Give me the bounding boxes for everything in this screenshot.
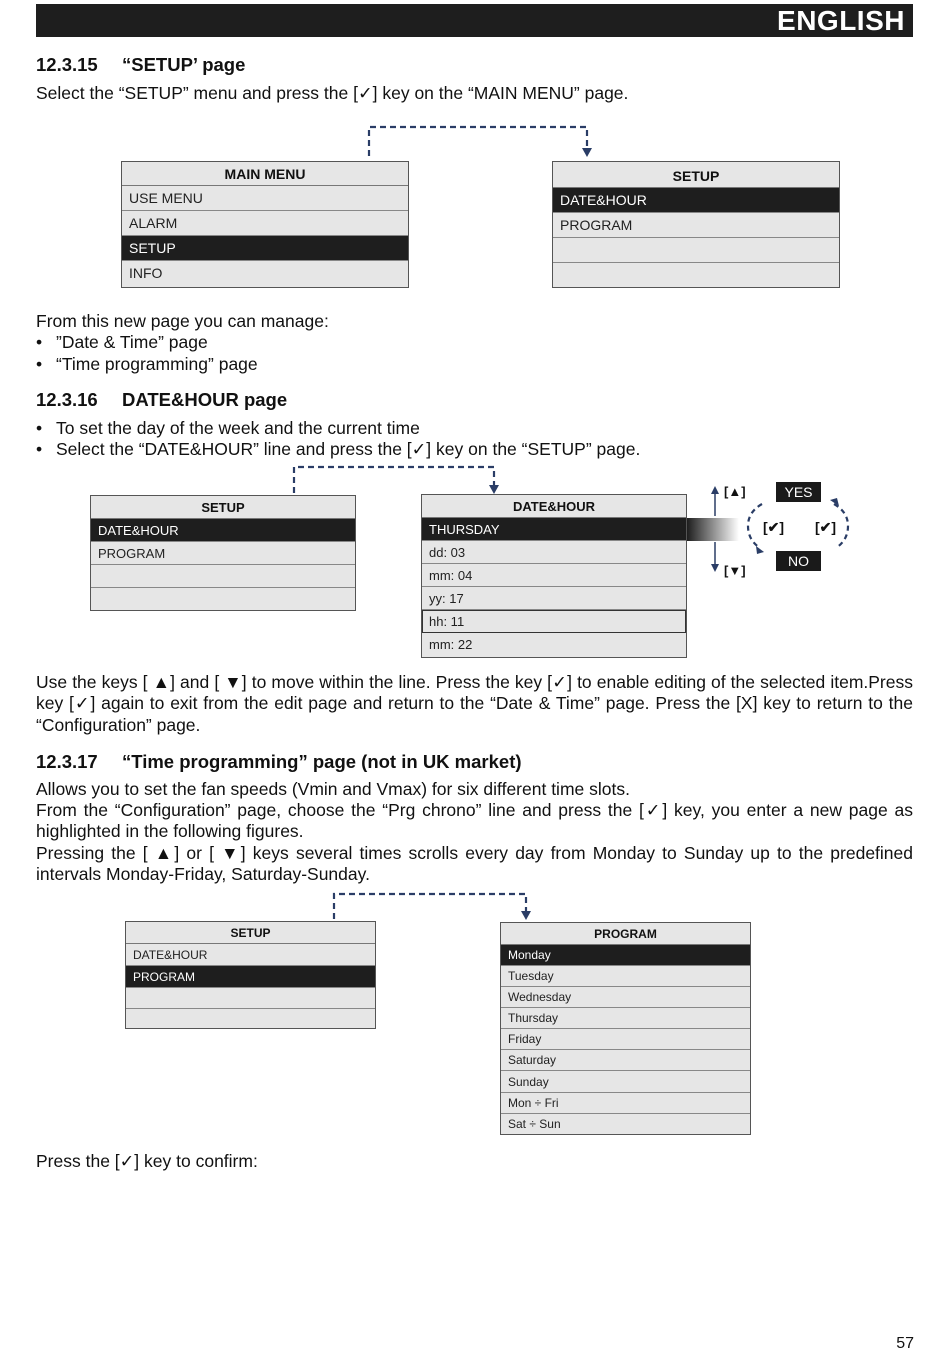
day-item-mon-fri[interactable]: Mon ÷ Fri: [501, 1093, 750, 1114]
menu-item-empty: [126, 988, 375, 1009]
day-item-saturday[interactable]: Saturday: [501, 1050, 750, 1071]
field-day[interactable]: dd: 03: [422, 541, 686, 564]
bullet-item: • Select the “DATE&HOUR” line and press the [✓] key on the “SETUP” page.: [36, 439, 641, 459]
day-item-friday[interactable]: Friday: [501, 1029, 750, 1050]
section-number: 12.3.15: [36, 54, 98, 75]
menu-item-program[interactable]: PROGRAM: [91, 542, 355, 565]
setup-menu-screen: [90, 495, 356, 611]
section-heading-time-programming: [36, 751, 522, 773]
dashed-connector: [326, 887, 534, 923]
setup-menu-screen: [125, 921, 376, 1029]
menu-item-empty: [126, 1009, 375, 1028]
menu-item-date-hour[interactable]: DATE&HOUR: [126, 944, 375, 966]
setup-menu-screen: [552, 161, 840, 288]
confirm-instruction: Press the [✓] key to confirm:: [36, 1151, 258, 1171]
up-key-icon[interactable]: [▲]: [724, 484, 746, 499]
program-title: PROGRAM: [501, 923, 750, 945]
setup-menu-title: SETUP: [91, 496, 355, 519]
day-item-wednesday[interactable]: Wednesday: [501, 987, 750, 1008]
field-hour[interactable]: hh: 11: [422, 610, 686, 633]
field-weekday[interactable]: THURSDAY: [422, 518, 686, 541]
date-hour-title: DATE&HOUR: [422, 495, 686, 518]
down-key-icon[interactable]: [▼]: [724, 563, 746, 578]
menu-item-empty: [91, 588, 355, 610]
main-menu-screen: [121, 161, 409, 288]
section-title: DATE&HOUR page: [122, 389, 288, 410]
day-item-thursday[interactable]: Thursday: [501, 1008, 750, 1029]
time-programming-intro: Allows you to set the fan speeds (Vmin and Vmax) for six different time slots.: [36, 779, 630, 799]
menu-item-program[interactable]: PROGRAM: [126, 966, 375, 988]
section-heading-date-hour: [36, 389, 287, 411]
date-hour-description: Use the keys [ ▲] and [ ▼] to move within the line. Press the key [✓] to enable editing of the selected item.Press key [✓] again to exit from the edit page and return to the “Date & Time” page. Press the [X] key to return to the “Configuration” page.: [36, 672, 913, 735]
section-heading-setup: [36, 54, 245, 76]
menu-item-alarm[interactable]: ALARM: [122, 211, 408, 236]
menu-item-use-menu[interactable]: USE MENU: [122, 186, 408, 211]
menu-item-info[interactable]: INFO: [129, 265, 163, 281]
page-number: 57: [896, 1335, 914, 1352]
menu-item-setup[interactable]: SETUP: [122, 236, 408, 261]
manage-intro: From this new page you can manage:: [36, 311, 329, 331]
field-month[interactable]: mm: 04: [422, 564, 686, 587]
no-button[interactable]: NO: [776, 551, 821, 571]
main-menu-title: MAIN MENU: [122, 162, 408, 186]
day-item-tuesday[interactable]: Tuesday: [501, 966, 750, 987]
language-banner: [36, 4, 913, 37]
day-item-monday[interactable]: Monday: [501, 945, 750, 966]
bullet-item: • To set the day of the week and the current time: [36, 418, 420, 438]
check-key-icon[interactable]: [✔]: [763, 519, 785, 535]
day-item-sunday[interactable]: Sunday: [501, 1071, 750, 1093]
section-title: “Time programming” page (not in UK market): [122, 751, 522, 772]
yes-button[interactable]: YES: [776, 482, 821, 502]
bullet-item: • ”Date & Time” page: [36, 332, 208, 352]
menu-item-date-hour[interactable]: DATE&HOUR: [553, 188, 839, 213]
date-hour-screen: [421, 494, 687, 658]
dashed-connector: [360, 120, 600, 162]
time-programming-scroll: Pressing the [ ▲] or [ ▼] keys several times scrolls every day from Monday to Sunday up to the predefined intervals Monday-Friday, Saturday-Sunday.: [36, 843, 913, 885]
menu-item-program[interactable]: PROGRAM: [553, 213, 839, 238]
menu-item-empty: [553, 263, 839, 287]
bullet-item: • “Time programming” page: [36, 354, 258, 374]
setup-menu-title: SETUP: [126, 922, 375, 944]
menu-item-date-hour[interactable]: DATE&HOUR: [91, 519, 355, 542]
field-minute[interactable]: mm: 22: [429, 637, 473, 652]
menu-item-empty: [91, 565, 355, 588]
time-programming-access: From the “Configuration” page, choose the “Prg chrono” line and press the [✓] key, you enter a new page as highlighted in the following figures.: [36, 800, 913, 842]
setup-instruction: Select the “SETUP” menu and press the [✓] key on the “MAIN MENU” page.: [36, 83, 629, 103]
check-key-icon[interactable]: [✔]: [815, 519, 837, 535]
dashed-connector: [286, 461, 502, 497]
program-screen: [500, 922, 751, 1135]
section-number: 12.3.17: [36, 751, 98, 772]
menu-item-empty: [553, 238, 839, 263]
day-item-sat-sun[interactable]: Sat ÷ Sun: [508, 1117, 561, 1131]
field-year[interactable]: yy: 17: [422, 587, 686, 610]
up-down-arrow-icon: [707, 484, 723, 576]
section-number: 12.3.16: [36, 389, 98, 410]
language-label: ENGLISH: [777, 5, 905, 36]
setup-menu-title: SETUP: [553, 162, 839, 188]
section-title: “SETUP’ page: [122, 54, 246, 75]
